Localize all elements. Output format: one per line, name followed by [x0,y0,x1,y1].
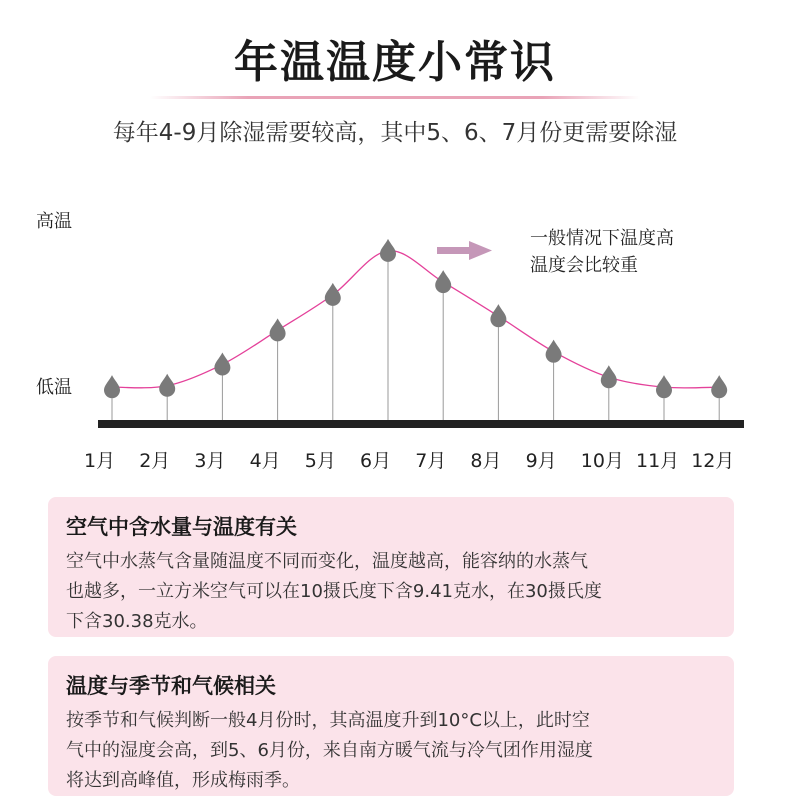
month-tick-label: 6月 [360,450,392,472]
month-tick-label: 4月 [249,450,281,472]
month-tick-label: 3月 [194,450,226,472]
month-tick-label: 10月 [580,450,624,472]
card-line: 按季节和气候判断一般4月份时，其高温度升到10°C以上，此时空 [66,710,590,731]
water-drop-icon [325,283,341,306]
water-drop-icon [435,270,451,293]
card-line: 将达到高峰值，形成梅雨季。 [66,770,300,791]
ylabel-high: 高温 [36,211,72,232]
month-tick-label: 2月 [139,450,171,472]
annotation-text: 温度会比较重 [530,255,638,276]
ylabel-low: 低温 [36,377,72,398]
card-line: 下含30.38克水。 [66,611,208,632]
humidity-chart [0,190,790,480]
water-drop-icon [601,365,617,388]
month-tick-label: 1月 [84,450,116,472]
title-underline [150,96,640,99]
water-drop-icon [656,375,672,398]
info-card-season-climate [48,656,734,796]
water-drop-icon [159,374,175,397]
water-drop-icon [546,340,562,363]
card-line: 也越多，一立方米空气可以在10摄氏度下含9.41克水，在30摄氏度 [66,581,602,602]
info-card-water-content [48,497,734,637]
water-drop-icon [711,375,727,398]
card-title: 温度与季节和气候相关 [66,674,276,698]
month-tick-label: 9月 [525,450,557,472]
card-line: 气中的湿度会高，到5、6月份，来自南方暖气流与冷气团作用湿度 [66,740,593,761]
arrow-right-icon [469,241,492,260]
page-title: 年温温度小常识 [234,37,556,88]
water-drop-icon [490,304,506,327]
card-line: 空气中水蒸气含量随温度不同而变化，温度越高，能容纳的水蒸气 [66,551,588,572]
chart-baseline [98,420,744,428]
annotation-arrow-shaft [437,247,471,254]
month-tick-label: 7月 [415,450,447,472]
water-drop-icon [104,375,120,398]
month-tick-label: 5月 [304,450,336,472]
card-body [66,706,716,796]
water-drop-icon [270,318,286,341]
page-subtitle: 每年4-9月除湿需要较高，其中5、6、7月份更需要除湿 [112,120,678,146]
water-drop-icon [380,239,396,262]
annotation-text: 一般情况下温度高 [530,228,674,249]
month-tick-label: 12月 [691,450,735,472]
month-tick-label: 8月 [470,450,502,472]
water-drop-icon [214,352,230,375]
month-tick-label: 11月 [636,450,680,472]
card-body [66,547,716,637]
card-title: 空气中含水量与温度有关 [66,515,297,539]
